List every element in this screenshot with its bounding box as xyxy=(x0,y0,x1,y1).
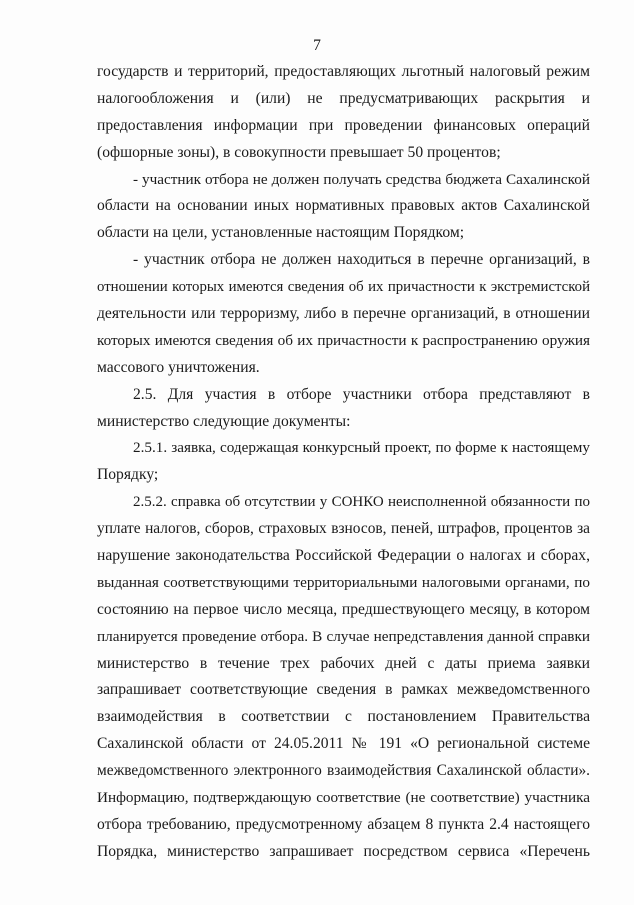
text-line: области на основании иных нормативных правовых актов Сахалинской xyxy=(97,197,590,215)
text-line: межведомственного электронного взаимодействия Сахалинской области». xyxy=(97,762,590,780)
text-line: планируется проведение отбора. В случае непредставления данной справки xyxy=(97,627,590,645)
text-line: области на цели, установленные настоящим Порядком; xyxy=(97,224,465,242)
text-line: отбора требованию, предусмотренному абзацем 8 пункта 2.4 настоящего xyxy=(97,815,590,833)
text-line: взаимодействия в соответствии с постановлением Правительства xyxy=(97,708,590,726)
page-number: 7 xyxy=(313,37,321,54)
text-line: уплате налогов, сборов, страховых взносов, пеней, штрафов, процентов за xyxy=(97,520,590,538)
text-line: деятельности или терроризму, либо в перечне организаций, в отношении xyxy=(97,305,590,323)
text-line: Информацию, подтверждающую соответствие (не соответствие) участника xyxy=(97,789,590,807)
text-line: Сахалинской области от 24.05.2011 № 191 «О региональной системе xyxy=(97,735,590,753)
text-line: 2.5.1. заявка, содержащая конкурсный проект, по форме к настоящему xyxy=(133,439,590,457)
text-line: государств и территорий, предоставляющих льготный налоговый режим xyxy=(97,63,590,80)
text-line: массового уничтожения. xyxy=(97,358,260,376)
text-line: (офшорные зоны), в совокупности превышает 50 процентов; xyxy=(97,143,501,161)
text-line: Порядку; xyxy=(97,466,159,484)
text-line: - участник отбора не должен получать средства бюджета Сахалинской xyxy=(133,170,590,188)
text-line: 2.5. Для участия в отборе участники отбора представляют в xyxy=(133,385,590,403)
text-line: запрашивает соответствующие сведения в рамках межведомственного xyxy=(97,681,590,699)
text-line: министерство в течение трех рабочих дней с даты приема заявки xyxy=(97,654,590,672)
text-line: предоставления информации при проведении финансовых операций xyxy=(97,116,590,134)
text-line: нарушение законодательства Российской Федерации о налогах и сборах, xyxy=(97,547,590,565)
text-line: которых имеются сведения об их причастности к распространению оружия xyxy=(97,331,590,349)
text-line: - участник отбора не должен находиться в перечне организаций, в xyxy=(133,251,590,269)
text-line: выданная соответствующими территориальными налоговыми органами, по xyxy=(97,573,590,591)
text-line: 2.5.2. справка об отсутствии у СОНКО неисполненной обязанности по xyxy=(133,494,590,511)
text-line: министерство следующие документы: xyxy=(97,412,351,430)
text-line: отношении которых имеются сведения об их причастности к экстремистской xyxy=(97,279,590,296)
text-line: налогообложения и (или) не предусматривающих раскрытия и xyxy=(97,89,590,107)
document-body xyxy=(97,59,590,866)
text-line: Порядка, министерство запрашивает посредством сервиса «Перечень xyxy=(97,842,590,860)
text-line: состоянию на первое число месяца, предшествующего месяцу, в котором xyxy=(97,600,590,618)
